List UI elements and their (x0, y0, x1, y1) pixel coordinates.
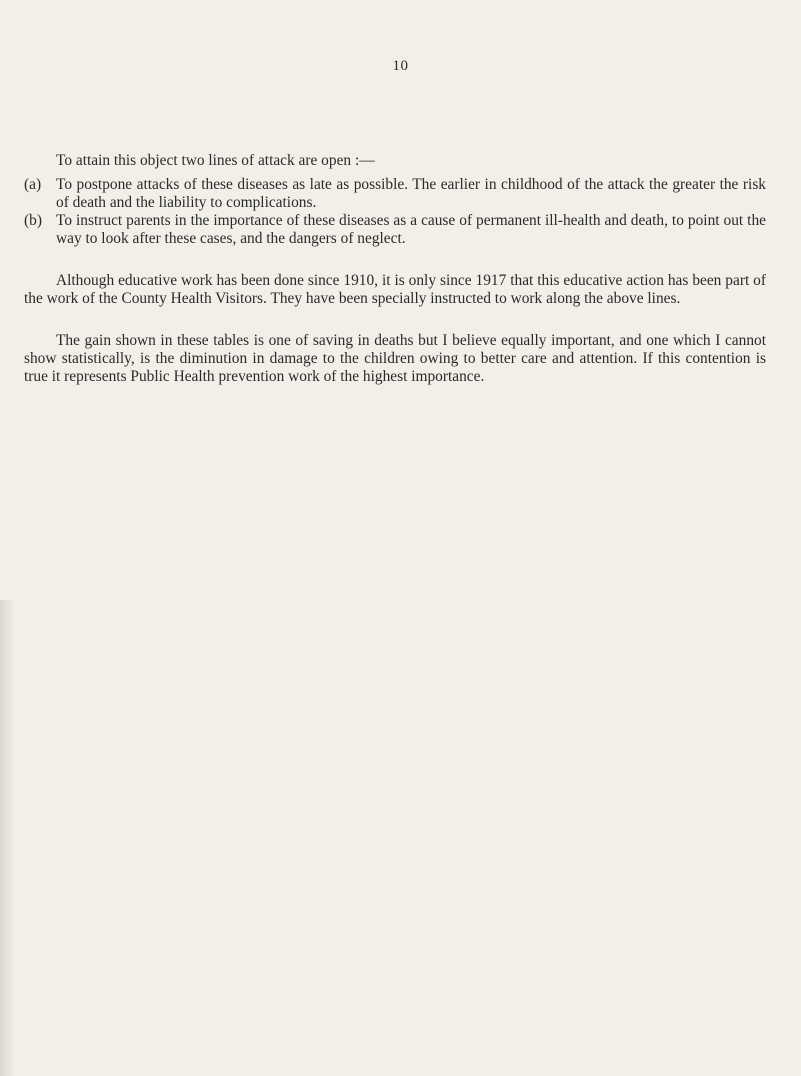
page-edge-shadow (0, 600, 14, 1076)
page-number: 10 (392, 58, 409, 74)
list-marker: (b) (24, 212, 42, 229)
document-body (24, 152, 766, 386)
list-item-a (24, 176, 766, 212)
list-item-text: To instruct parents in the importance of these diseases as a cause of permanent ill-health and death, to point out the way to look after these cases, and the dangers of neglect. (56, 212, 766, 247)
list-item-text: To postpone attacks of these diseases as late as possible. The earlier in childhood of the attack the greater the risk of death and the liability to complications. (56, 176, 766, 211)
list-marker: (a) (24, 176, 42, 193)
paragraph-educative-work: Although educative work has been done since 1910, it is only since 1917 that this educative action has been part of the work of the County Health Visitors. They have been specially instructed to work along the above lines. (24, 272, 766, 307)
intro-line: To attain this object two lines of attack are open :— (56, 152, 375, 169)
list-item-b (24, 212, 766, 248)
paragraph-gain-shown: The gain shown in these tables is one of saving in deaths but I believe equally important, and one which I cannot show statistically, is the diminution in damage to the children owing to better care and attention. If this contention is true it represents Public Health prevention work of the highest importance. (24, 332, 766, 385)
